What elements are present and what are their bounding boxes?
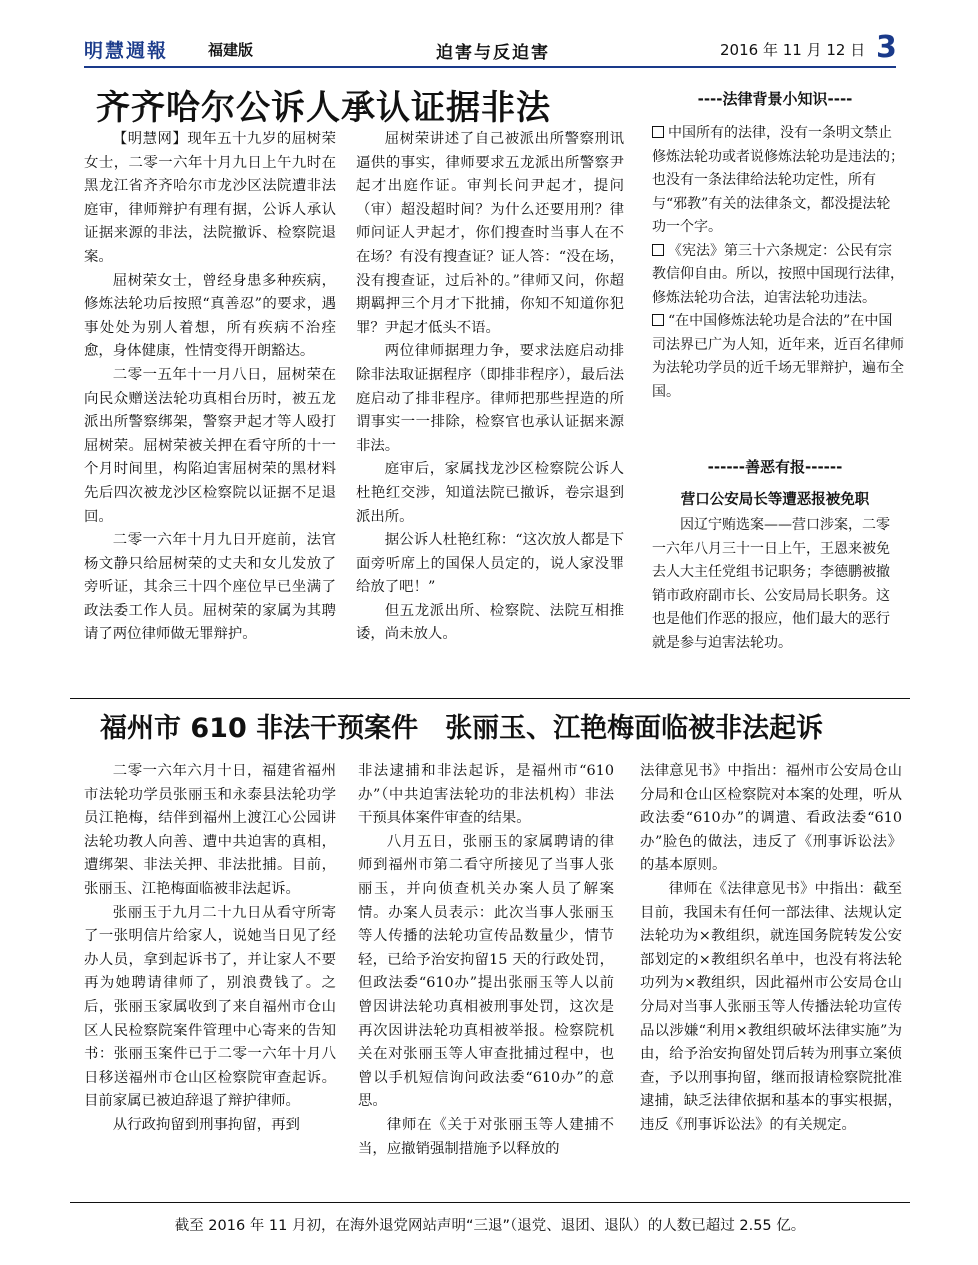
issue-date: 2016 年 11 月 12 日	[720, 41, 866, 59]
article2-column-3	[640, 760, 902, 1138]
legal-background-heading: ----法律背景小知识----	[697, 90, 853, 108]
newspaper-logo: 明慧週報	[84, 40, 169, 62]
paragraph: 张丽玉于九月二十九日从看守所寄了一张明信片给家人，说她当日见了经办人员，拿到起诉书了，并让家人不要再为她聘请律师了，别浪费钱了。之后，张丽玉家属收到了来自福州市仓山区人民检察院案件管理中心寄来的告知书：张丽玉案件已于二零一六年十月八日移送福州市仓山区检察院审查起诉。目前家属已被迫辞退了辩护律师。	[84, 904, 336, 1110]
legal-item: 《宪法》第三十六条规定：公民有宗教信仰自由。所以，按照中国现行法律，修炼法轮功合法，迫害法轮功违法。	[652, 242, 904, 306]
article2-column-2	[358, 760, 614, 1161]
paragraph: 非法逮捕和非法起诉，是福州市“610办”（中共迫害法轮功的非法机构）非法干预具体案件审查的结果。	[358, 763, 614, 827]
checkbox-icon	[652, 314, 664, 326]
checkbox-icon	[652, 244, 664, 256]
legal-background-box	[652, 122, 904, 404]
masthead	[84, 30, 897, 68]
legal-item: 中国所有的法律，没有一条明文禁止修炼法轮功或者说修炼法轮功是违法的；也没有一条法律给法轮功定性，所有与“邪教”有关的法律条文，都没提法轮功一个字。	[652, 125, 904, 235]
paragraph: 屈树荣讲述了自己被派出所警察刑讯逼供的事实，律师要求五龙派出所警察尹起才出庭作证。审判长问尹起才，提问（审）超没超时间？为什么还要用刑？律师问证人尹起才，你们搜查时当事人在不在场？有没有搜查证？证人答：“没在场，没有搜查证，过后补的。”律师又问，你超期羁押三个月才下批捕，你知不知道你犯罪？尹起才低头不语。	[356, 131, 624, 336]
karma-article-title: 营口公安局长等遭恶报被免职	[680, 492, 870, 508]
checkbox-icon	[652, 126, 664, 138]
karma-heading: ------善恶有报------	[707, 458, 843, 476]
edition-label: 福建版	[208, 41, 254, 59]
paragraph: 庭审后，家属找龙沙区检察院公诉人杜艳红交涉，知道法院已撤诉，卷宗退到派出所。	[356, 461, 624, 525]
paragraph: 因辽宁贿选案——营口涉案，二零一六年八月三十一日上午，王恩来被免去人大主任党组书记职务；李德鹏被撤销市政府副市长、公安局局长职务。这也是他们作恶的报应，他们最大的恶行就是参与迫害法轮功。	[652, 517, 890, 651]
article2-column-1	[84, 760, 336, 1138]
article2-headline: 福州市 610 非法干预案件 张丽玉、江艳梅面临被非法起诉	[100, 713, 824, 744]
article1-headline: 齐齐哈尔公诉人承认证据非法	[96, 88, 551, 128]
legal-item: “在中国修炼法轮功是合法的”在中国司法界已广为人知，近年来，近百名律师为法轮功学员的近千场无罪辩护，遍布全国。	[652, 313, 904, 400]
paragraph: 法律意见书》中指出：福州市公安局仓山分局和仓山区检察院对本案的处理，听从政法委“610办”的调遣、看政法委“610办”脸色的做法，违反了《刑事诉讼法》的基本原则。	[640, 763, 902, 874]
paragraph: 屈树荣女士，曾经身患多种疾病，修炼法轮功后按照“真善忍”的要求，遇事处处为别人着想，所有疾病不治痊愈，身体健康，性情变得开朗豁达。	[84, 272, 336, 360]
footer-notice: 截至 2016 年 11 月初，在海外退党网站声明“三退”（退党、退团、退队）的人数已超过 2.55 亿。	[174, 1218, 806, 1234]
section-title: 迫害与反迫害	[436, 43, 550, 63]
paragraph: 律师在《关于对张丽玉等人建捕不当，应撤销强制措施予以释放的	[358, 1116, 614, 1157]
paragraph: 二零一六年十月九日开庭前，法官杨文静只给屈树荣的丈夫和女儿发放了旁听证，其余三十四个座位早已坐满了政法委工作人员。屈树荣的家属为其聘请了两位律师做无罪辩护。	[84, 532, 336, 643]
paragraph: 两位律师据理力争，要求法庭启动排除非法取证据程序（即排非程序），最后法庭启动了排非程序。律师把那些捏造的所谓事实一一排除，检察官也承认证据来源非法。	[356, 343, 624, 454]
footer-divider	[70, 1202, 910, 1203]
article1-column-2	[356, 128, 624, 647]
paragraph: 律师在《法律意见书》中指出：截至目前，我国未有任何一部法律、法规认定法轮功为×教组织，就连国务院转发公安部划定的×教组织名单中，也没有将法轮功列为×教组织，因此福州市公安局仓山分局对当事人张丽玉等人传播法轮功宣传品以涉嫌“利用×教组织破坏法律实施”为由，给予治安拘留处罚后转为刑事立案侦查，予以刑事拘留，继而报请检察院批准逮捕，缺乏法律依据和基本的事实根据，违反《刑事诉讼法》的有关规定。	[640, 880, 902, 1133]
paragraph: 二零一六年六月十日，福建省福州市法轮功学员张丽玉和永泰县法轮功学员江艳梅，结伴到福州上渡江心公园讲法轮功教人向善、遭中共迫害的真相，遭绑架、非法关押、非法批捕。目前，张丽玉、江艳梅面临被非法起诉。	[84, 763, 336, 897]
paragraph: 八月五日，张丽玉的家属聘请的律师到福州市第二看守所接见了当事人张丽玉，并向侦查机关办案人员了解案情。办案人员表示：此次当事人张丽玉等人传播的法轮功宣传品数量少，情节轻，已给予治安拘留15 天的行政处罚，但政法委“610办”提出张丽玉等人以前曾因讲法轮功真相被刑事处罚，这次是再次因讲法轮功真相被举报。检察院机关在对张丽玉等人审查批捕过程中，也曾以手机短信询问政法委“610办”的意思。	[358, 833, 614, 1110]
paragraph: 据公诉人杜艳红称：“这次放人都是下面旁听席上的国保人员定的，说人家没罪给放了吧！”	[356, 532, 624, 596]
page-number: 3	[876, 30, 897, 65]
karma-article-body	[652, 514, 902, 655]
paragraph: 【明慧网】现年五十九岁的屈树荣女士，二零一六年十月九日上午九时在黑龙江省齐齐哈尔市龙沙区法院遭非法庭审，律师辩护有理有据，公诉人承认证据来源的非法，法院撤诉、检察院退案。	[84, 131, 336, 265]
paragraph: 从行政拘留到刑事拘留，再到	[112, 1116, 300, 1133]
paragraph: 二零一五年十一月八日，屈树荣在向民众赠送法轮功真相台历时，被五龙派出所警察绑架，警察尹起才等人殴打屈树荣。屈树荣被关押在看守所的十一个月时间里，构陷迫害屈树荣的黑材料先后四次被龙沙区检察院以证据不足退回。	[84, 366, 336, 525]
article1-column-1	[84, 128, 336, 647]
section-divider	[70, 698, 910, 699]
paragraph: 但五龙派出所、检察院、法院互相推诿，尚未放人。	[356, 602, 624, 643]
